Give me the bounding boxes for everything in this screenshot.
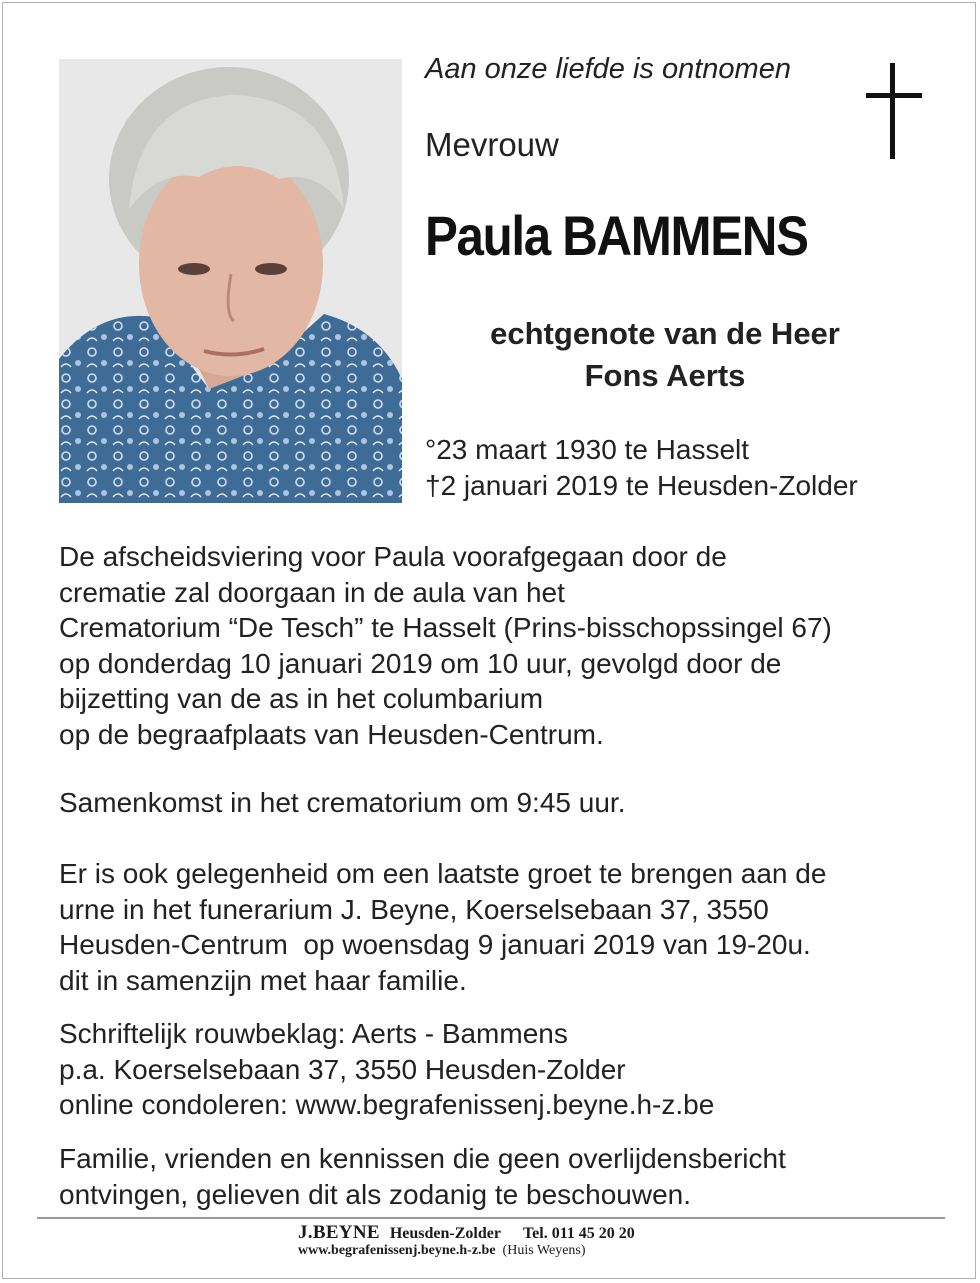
birth-date: °23 maart 1930 te Hasselt [425,434,750,465]
text-line: Crematorium “De Tesch” te Hasselt (Prins-bisschopssingel 67) [59,612,832,643]
portrait-photo [59,59,402,503]
gathering-paragraph [59,785,939,821]
spouse-name: Fons Aerts [584,358,746,393]
text-line: Schriftelijk rouwbeklag: Aerts - Bammens [59,1018,568,1049]
text-line: urne in het funerarium J. Beyne, Koerselsebaan 37, 3550 [59,893,769,925]
text-line: Heusden-Centrum op woensdag 9 januari 2019 van 19-20u. [59,929,811,960]
text-line: Familie, vrienden en kennissen die geen overlijdensbericht [59,1143,786,1174]
ceremony-paragraph [59,539,939,752]
visit-paragraph [59,856,939,998]
funeral-home-phone: Tel. 011 45 20 20 [522,1225,635,1242]
condolence-website-line[interactable]: online condoleren: www.begrafenissenj.beyne.h-z.be [59,1089,715,1120]
footer-divider [37,1217,945,1219]
honorific: Mevrouw [425,126,559,163]
text-line: dit in samenzijn met haar familie. [59,964,467,996]
funeral-home-house: (Huis Weyens) [502,1243,586,1258]
condolences-paragraph [59,1016,939,1123]
text-line: bijzetting van de as in het columbarium [59,683,544,714]
spouse-line: echtgenote van de Heer [490,316,840,351]
text-line: ontvingen, gelieven dit als zodanig te beschouwen. [59,1178,691,1210]
text-line: Er is ook gelegenheid om een laatste groet te brengen aan de [59,858,827,889]
funeral-home-footer [298,1222,635,1259]
intro-text: Aan onze liefde is ontnomen [425,53,791,85]
latin-cross-icon [866,63,922,159]
text-line: p.a. Koerselsebaan 37, 3550 Heusden-Zolder [59,1053,626,1085]
funeral-home-website[interactable]: www.begrafenissenj.beyne.h-z.be [298,1243,496,1258]
text-line: De afscheidsviering voor Paula voorafgegaan door de [59,541,727,572]
spouse-info [425,313,905,397]
life-dates [425,432,858,504]
text-line: op de begraafplaats van Heusden-Centrum. [59,718,604,750]
text-line: op donderdag 10 januari 2019 om 10 uur, gevolgd door de [59,647,782,679]
death-date: †2 januari 2019 te Heusden-Zolder [425,470,858,501]
funeral-home-brand: J.BEYNE [298,1222,380,1243]
closing-paragraph [59,1141,939,1212]
text-line: crematie zal doorgaan in de aula van het [59,576,565,608]
funeral-home-location: Heusden-Zolder [389,1225,501,1242]
deceased-name: Paula BAMMENS [425,204,808,267]
text-line: Samenkomst in het crematorium om 9:45 uur. [59,787,626,818]
